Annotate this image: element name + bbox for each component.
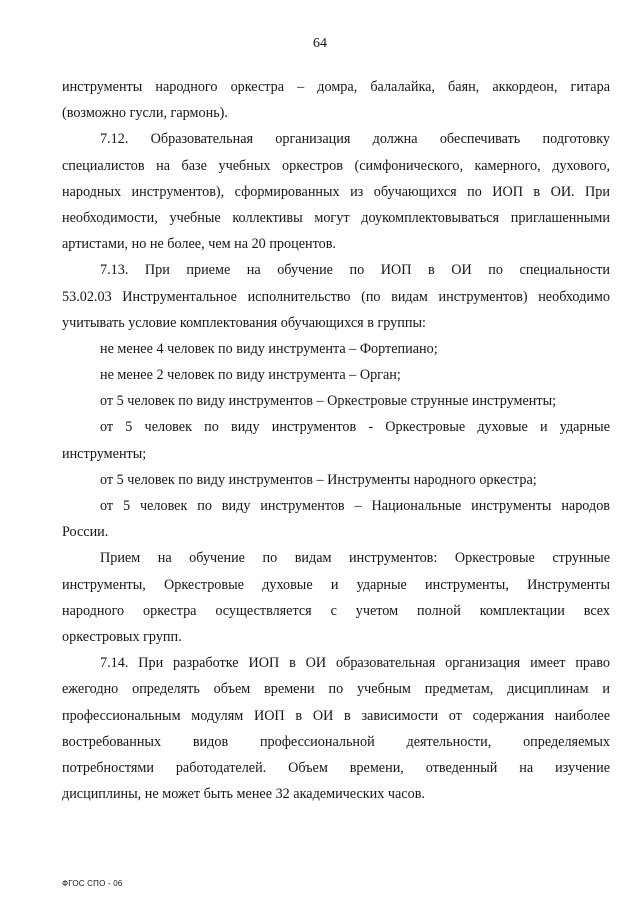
text-line: народных инструментов), сформированных из обучающихся по ИОП в ОИ. При (62, 183, 610, 200)
text-line: потребностями работодателей. Объем времени, отведенный на изучение (62, 759, 610, 776)
text-line: России. (62, 524, 109, 541)
text-line: ежегодно определять объем времени по учебным предметам, дисциплинам и (62, 681, 610, 698)
text-line: Прием на обучение по видам инструментов: Оркестровые струнные (100, 550, 610, 567)
text-line: от 5 человек по виду инструментов – Инструменты народного оркестра; (100, 471, 537, 488)
text-line: необходимости, учебные коллективы могут доукомплектовываться приглашенными (62, 209, 610, 226)
text-line: инструменты, Оркестровые духовые и ударные инструменты, Инструменты (62, 576, 610, 593)
text-line: специалистов на базе учебных оркестров (симфонического, камерного, духового, (62, 157, 610, 174)
text-line: артистами, но не более, чем на 20 процентов. (62, 236, 336, 253)
text-line: народного оркестра осуществляется с учетом полной комплектации всех (62, 602, 610, 619)
text-line: от 5 человек по виду инструментов – Оркестровые струнные инструменты; (100, 393, 557, 410)
text-line: не менее 2 человек по виду инструмента – Орган; (100, 367, 401, 384)
text-line: инструменты народного оркестра – домра, балалайка, баян, аккордеон, гитара (62, 79, 610, 95)
text-line: 7.14. При разработке ИОП в ОИ образовательная организация имеет право (100, 655, 610, 672)
text-line: инструменты; (62, 445, 147, 462)
text-line: востребованных видов профессиональной деятельности, определяемых (62, 733, 610, 750)
text-line: от 5 человек по виду инструментов - Оркестровые духовые и ударные (100, 419, 610, 436)
page-footer: ФГОС СПО - 06 (62, 879, 123, 888)
text-line: (возможно гусли, гармонь). (62, 105, 228, 122)
text-line: профессиональным модулям ИОП в ОИ в зависимости от содержания наиболее (62, 707, 610, 724)
document-body (62, 74, 610, 807)
text-line: не менее 4 человек по виду инструмента – Фортепиано; (100, 340, 438, 357)
text-line: 7.13. При приеме на обучение по ИОП в ОИ по специальности (100, 262, 610, 279)
text-line: 53.02.03 Инструментальное исполнительство (по видам инструментов) необходимо (62, 288, 610, 305)
text-line: дисциплины, не может быть менее 32 академических часов. (62, 786, 425, 803)
text-line: от 5 человек по виду инструментов – Национальные инструменты народов (100, 498, 610, 514)
page-number: 64 (313, 36, 327, 51)
text-line: оркестровых групп. (62, 628, 182, 645)
text-line: 7.12. Образовательная организация должна обеспечивать подготовку (100, 131, 610, 148)
text-line: учитывать условие комплектования обучающихся в группы: (62, 314, 426, 331)
